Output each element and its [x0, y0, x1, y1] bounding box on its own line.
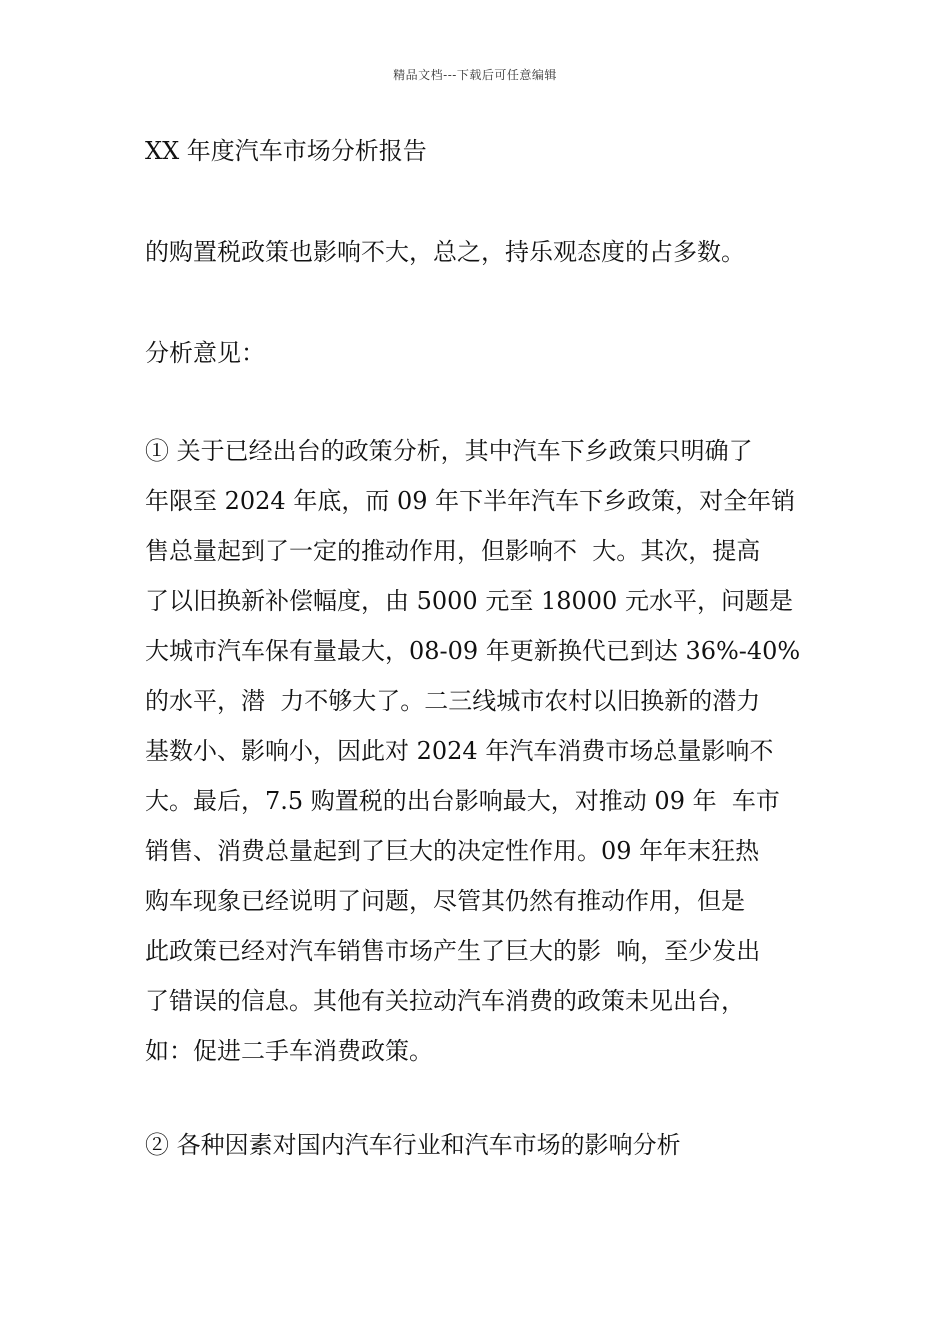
paragraph-line: 大城市汽车保有量最大，08-09 年更新换代已到达 36%-40% [145, 637, 801, 665]
intro-paragraph: 的购置税政策也影响不大，总之，持乐观态度的占多数。 [145, 238, 745, 266]
document-title: XX 年度汽车市场分析报告 [145, 137, 427, 165]
paragraph-line: ① 关于已经出台的政策分析，其中汽车下乡政策只明确了 [145, 437, 753, 465]
opinion-heading: 分析意见： [145, 339, 265, 367]
paragraph-line: 大。最后，7.5 购置税的出台影响最大，对推动 09 年 车市 [145, 787, 780, 815]
paragraph-line: 了错误的信息。其他有关拉动汽车消费的政策未见出台， [145, 987, 745, 1015]
paragraph-line: 的水平，潜 力不够大了。二三线城市农村以旧换新的潜力 [145, 687, 761, 715]
paragraph-line: 基数小、影响小，因此对 2024 年汽车消费市场总量影响不 [145, 737, 774, 765]
section-one-paragraph [145, 426, 815, 1076]
paragraph-line: 销售、消费总量起到了巨大的决定性作用。09 年年末狂热 [145, 837, 760, 865]
paragraph-line: 如：促进二手车消费政策。 [145, 1037, 433, 1065]
paragraph-line: 此政策已经对汽车销售市场产生了巨大的影 响，至少发出 [145, 937, 761, 965]
paragraph-line: 了以旧换新补偿幅度，由 5000 元至 18000 元水平，问题是 [145, 587, 793, 615]
paragraph-line: 购车现象已经说明了问题，尽管其仍然有推动作用，但是 [145, 887, 745, 915]
paragraph-line: 年限至 2024 年底，而 09 年下半年汽车下乡政策，对全年销 [145, 487, 796, 515]
page-header: 精品文档---下载后可任意编辑 [393, 68, 557, 82]
section-two-heading: ② 各种因素对国内汽车行业和汽车市场的影响分析 [145, 1131, 681, 1159]
paragraph-line: 售总量起到了一定的推动作用，但影响不 大。其次，提高 [145, 537, 761, 565]
